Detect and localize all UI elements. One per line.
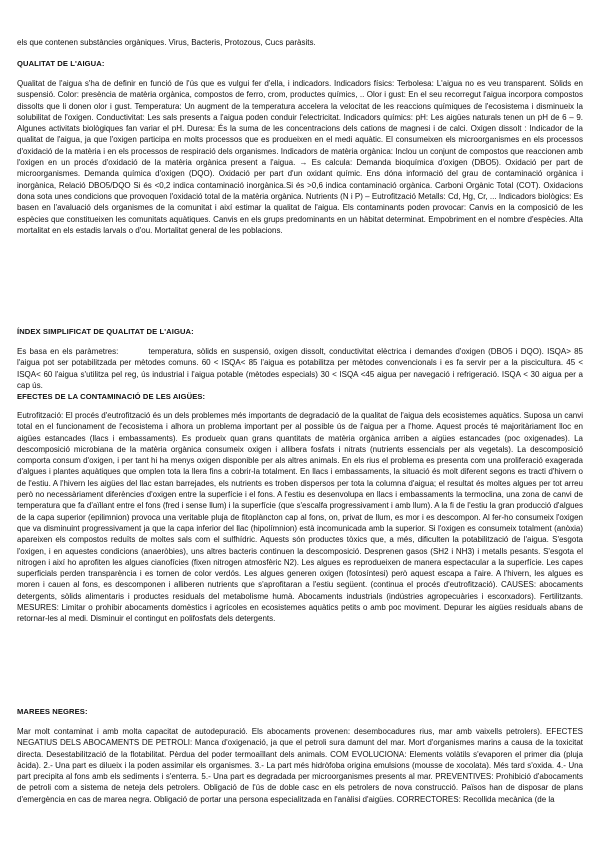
section-heading-effects: EFECTES DE LA CONTAMINACIÓ DE LES AIGÜES: [17, 392, 206, 401]
section-body-quality: Qualitat de l'aigua s'ha de definir en funció de l'ús que es vulgui fer d'ella, i indicadors. Indicadors físics: Terbolesa: L'aigua no es veu transparent. Sòlids en suspensió. Color: presència de matèria orgànica, compostos de ferro, crom, productes químics, .. Olor i gust: En el seu recorregut l'aigua incorpora compostos dissolts que li donen olor i gust. Temperatura: Un augment de la temperatura accelera la velocitat de les reaccions químiques de l'ecosistema i disminueix la solubilitat de l'oxigen. Conductivitat: Les sals presents a l'aigua poden conduir l'electricitat. Indicadors químics: pH: Les aigües naturals tenen un pH de 6 – 9. Algunes activitats biològiques fan variar el pH. Duresa: És la suma de les concentracions dels cations de magnesi i de calci. Oxigen dissolt : Indicador de la qualitat de l'aigua, ja que l'oxigen participa en molts processos que es produeixen en el medi aquàtic. El consumeixen els microorganismes en els processos d'oxidació de la matèria i en els processos de respiració dels organismes. Indicadors de matèria orgànica: Inclou un conjunt de compostos que reaccionen amb l'oxigen en un procés d'oxidació de la matèria orgànica present a l'aigua. → Es calcula: Demanda bioquímica d'oxigen (DBO5). Oxidació per part de microorganismes. Demanda química d'oxigen (DQO). Oxidació per part d'un oxidant químic. Ens dóna informació del grau de contaminació orgànica i inorgànica, Relació DBO5/DQO Si és <0,2 indica contaminació inorgànica.Si és >0,6 indica contaminació orgànica. Carboni Orgànic Total (COT). Oxidacions dona sota unes condicions que provoquen l'oxidació total de la matèria orgànica. Nutrients (N i P) – Eutrofització Metalls: Cd, Hg, Cr, ... Indicadors biològics: Es basen en l'avaluació dels organismes de la comunitat i així estimar la qualitat de l'aigua. Els contaminants poden provocar: Canvis en la composició de les espècies que constitueixen les comunitats aquàtiques. Canvis en els grups predominants en un hàbitat determinat. Empobriment en el nombre d'espècies. Alta mortalitat en els estadis larvals o d'ou. Mortalitat general de les poblacions. [17, 79, 583, 235]
section-body-index [17, 346, 583, 391]
section-heading-index: ÍNDEX SIMPLIFICAT DE QUALITAT DE L'AIGUA: [17, 327, 194, 336]
section-body-effects: Eutrofització: El procés d'eutrofització és un dels problemes més importants de degradació de la qualitat de l'aigua dels ecosistemes aquàtics. Suposa un canvi total en el funcionament de l'ecosistema i alhora un problema important per al possible ús de l'aigua per a l'home. Aquest procés té majoritàriament lloc en aigües estancades (llacs i embassaments). Es produeix quan grans quantitats de matèria orgànica arriben a aigües estancades (poc oxigenades). La descomposició microbiana de la matèria orgànica consumeix oxigen i allibera fosfats i nitrats (nutrients essencials per als vegetals). La descomposició comporta consum d'oxigen, i per tant hi ha menys oxigen disponible per als altres animals. En els rius el problema es presenta com una proliferació exagerada d'algues i plantes aquàtiques que omplen tota la llera fins a cobrir-la totalment. En llacs i embassaments, la situació és molt diferent segons es tracti d'hivern o de l'estiu. A l'hivern les aigües del llac estan barrejades, els nutrients es troben dispersos per tota la columna d'aigua; el resultat és moltes algues per tot arreu però no necessàriament diferències d'oxigen entre la superfície i el fons. A l'estiu es desenvolupa en llacs i embassaments la termoclina, una zona de canvi de temperatura que fa d'aïllant entre el fons (fred i sense llum) i la superfície (que s'escalfa progressivament i amb llum). A la fi de l'estiu la gran producció d'algues de la capa superior (epilimnion) provoca una veritable pluja de fitoplàncton cap al fons, on, privat de llum, es mor i es descompon. Al fer-ho consumeix l'oxigen que va disminuint progressivament ja que la capa inferior del llac (hipolímnion) està incomunicada amb la superior. Si l'oxigen es consumeix totalment (anòxia) apareixen els compostos reduïts de moltes sals com el sulfhídric. Aquests són productes tòxics que, a més, dificulten la potabilització de l'aigua. S'esgota l'oxigen, i en aquestes condicions (anaeròbies), uns altres bacteris continuen la descomposició. Desprenen gasos (SH2 i NH3) i metalls pesants. S'esgota el nitrogen i així ho aprofiten les algues cianofícies (fixen nitrogen atmosfèric N2). Les algues es reprodueixen de manera espectacular a la superfície. Les capes superficials perden transparència i es tornen de color verdós. Les algues generen oxigen (fotosíntesi) però aquest escapa a l'aire. A l'hivern, les algues es moren i cauen al fons, es descomponen i alliberen nutrients que s'aprofitaran a l'estiu següent. (continua el procés d'eutrofització). CAUSES: abocaments detergents, sòlids alimentaris i productes residuals del metabolisme humà. Abocaments industrials (indústries agropecuàries i escorxadors). Fertilitzants. MESURES: Limitar o prohibir abocaments domèstics i agrícoles en ecosistemes aquàtics petits o amb poc moviment. Depurar les aigües residuals abans de retornar-les al medi. Disminuir el contingut en polifosfats dels detergents. [17, 411, 583, 624]
index-text: temperatura, sòlids en suspensió, oxigen dissolt, conductivitat elèctrica i demandes d'oxigen (DBO5 i DQO). ISQA> 85 l'aigua pot ser potabilitzada per mètodes comuns. 60 < ISQA< 85 l'aigua es potabilitza per mètodes convencionals i es fa servir per a la piscicultura. 45 < ISQA< 60 l'aigua s'utilitza pel reg, ús industrial i l'aigua potable (mètodes especials) 30 < ISQA <45 aigua per navegació i refrigeració. ISQA < 30 aigua per a cap ús. [17, 347, 583, 390]
section-heading-quality: QUALITAT DE L'AIGUA: [17, 59, 105, 68]
intro-paragraph: els que contenen substàncies orgàniques. Virus, Bacteris, Protozous, Cucs paràsits. [17, 38, 316, 47]
section-heading-oil-spills: MAREES NEGRES: [17, 707, 88, 716]
section-body-oil-spills: Mar molt contaminat i amb molta capacitat de autodepuració. Els abocaments provenen: desembocadures rius, mar amb vaixells petrolers). EFECTES NEGATIUS DELS ABOCAMENTS DE PETROLI: Manca d'oxigenació, ja que el petroli sura damunt del mar. Mort d'organismes marins a causa de la toxicitat directa. Desestabilització de la flotabilitat. Pèrdua del poder termoaïllant dels animals. COM EVOLUCIONA: Elements volàtils s'evaporen el primer dia (pluja àcida). 2.- Una part es dilueix i la poden assimilar els organismes. 3.- La part més hidròfoba origina emulsions (mousse de xocolata). Més tard s'oxida. 4.- Una part precipita al fons amb els sediments i s'enterra. 5.- Una part es degradada per microorganismes presents al mar. PREVENTIVES: Prohibició d'abocaments de petroli com a sistema de neteja dels petrolers. Obligació de l'ús de doble casc en els petrolers de nova construcció. Països han de disposar de plans d'emergència en cas de marea negra. Obligació de portar una persona especialitzada en l'anàlisi d'aigües. CORRECTORES: Recollida mecànica (de la [17, 727, 583, 804]
document-page [17, 0, 583, 848]
index-lead: Es basa en els paràmetres: [17, 347, 119, 356]
